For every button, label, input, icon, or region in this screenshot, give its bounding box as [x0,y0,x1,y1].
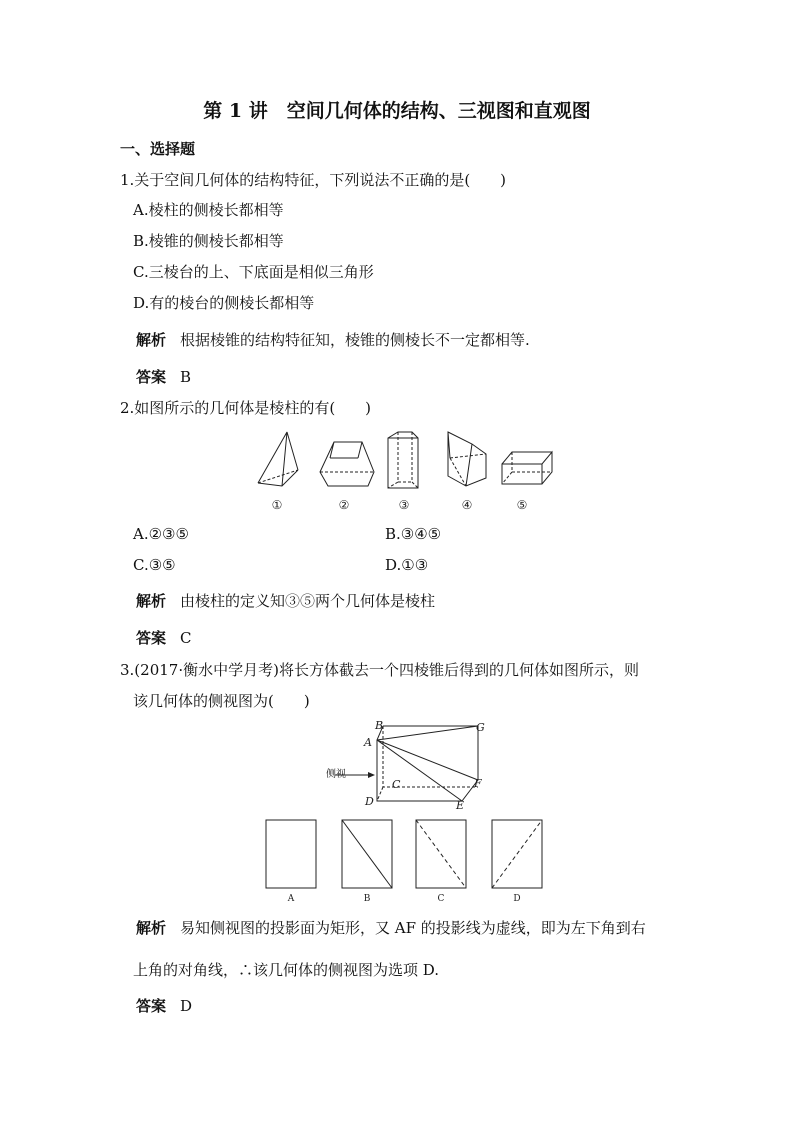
q2-answer-value: C [180,629,192,647]
q1-option-c: C.三棱台的上、下底面是相似三角形 [133,263,374,281]
q3-answer-label: 答案 [136,997,167,1015]
q1-analysis-label: 解析 [136,331,167,349]
q3-answer [136,996,192,1016]
solid-2-frustum [320,442,374,486]
vertex-e-label: E [456,799,465,812]
vertex-g-label: G [476,721,485,734]
q1-option-b: B.棱锥的侧棱长都相等 [133,232,284,250]
page-title: 第 1 讲 空间几何体的结构、三视图和直观图 [203,100,591,122]
q2-answer-label: 答案 [136,629,167,647]
choice-b-figure [342,820,392,888]
q1-option-a: A.棱柱的侧棱长都相等 [133,201,284,219]
solid-4-slanted [448,432,486,486]
choice-a-label: A [287,894,295,904]
q3-analysis-line1 [136,918,646,938]
q1-option-d: D.有的棱台的侧棱长都相等 [133,294,315,312]
q3-solid-figure [320,718,500,813]
solid-5-label: ⑤ [516,498,528,512]
choice-c-label: C [437,894,445,904]
q3-choice-figures [262,818,552,904]
vertex-a-label: A [364,736,372,749]
section-heading: 一、选择题 [120,140,196,158]
q3-stem-line1: 3.(2017·衡水中学月考)将长方体截去一个四棱锥后得到的几何体如图所示，则 [120,661,639,679]
q2-analysis-text: 由棱柱的定义知③⑤两个几何体是棱柱 [180,592,436,610]
vertex-d-label: D [365,795,374,808]
q1-answer [136,367,191,387]
q1-analysis [136,330,530,350]
q2-option-c: C.③⑤ [133,556,176,574]
solid-3-prism [388,432,418,488]
solid-3-label: ③ [398,498,410,512]
choice-c-figure [416,820,466,888]
q1-stem: 1.关于空间几何体的结构特征，下列说法不正确的是( ) [120,171,507,189]
q3-analysis-label: 解析 [136,919,167,937]
solid-5-prism [502,452,552,484]
q2-analysis-label: 解析 [136,592,167,610]
q2-option-a: A.②③⑤ [133,525,189,543]
vertex-f-label: F [474,777,482,790]
q2-solids-figure [250,428,560,518]
q2-analysis [136,591,435,611]
q3-analysis-line2: 上角的对角线，∴该几何体的侧视图为选项 D. [133,961,440,979]
q2-stem: 2.如图所示的几何体是棱柱的有( ) [120,399,372,417]
q3-answer-value: D [180,997,193,1015]
choice-a-rect [266,820,316,888]
solid-1-pyramid [258,432,298,486]
q2-answer [136,628,192,648]
side-view-label: 侧视 [326,769,346,780]
q3-analysis-text1: 易知侧视图的投影面为矩形，又 AF 的投影线为虚线，即为左下角到右 [180,919,646,937]
q1-analysis-text: 根据棱锥的结构特征知，棱锥的侧棱长不一定都相等. [180,331,530,349]
solid-1-label: ① [271,498,283,512]
vertex-c-label: C [392,778,401,791]
q2-option-d: D.①③ [385,556,429,574]
vertex-b-label: B [375,719,384,732]
q3-stem-line2: 该几何体的侧视图为( ) [133,692,310,710]
q1-answer-label: 答案 [136,368,167,386]
choice-b-label: B [363,894,371,904]
solid-2-label: ② [338,498,350,512]
choice-d-figure [492,820,542,888]
q1-answer-value: B [180,368,192,386]
q2-option-b: B.③④⑤ [385,525,442,543]
choice-d-label: D [513,894,521,904]
solid-4-label: ④ [461,498,473,512]
